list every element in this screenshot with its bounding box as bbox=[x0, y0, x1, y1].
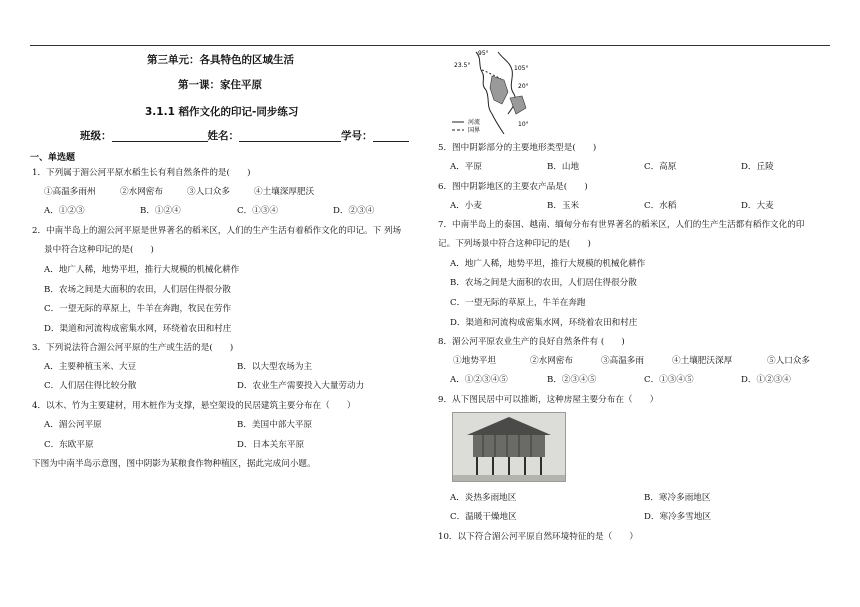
q6-stem: 6．图中阴影地区的主要农产品是( ) bbox=[438, 182, 588, 192]
map-figure bbox=[452, 48, 536, 136]
map-label: 国界 bbox=[468, 127, 481, 134]
q5-option-b[interactable]: B．山地 bbox=[547, 162, 580, 172]
q9-option-b[interactable]: B．寒冷多雨地区 bbox=[644, 493, 711, 503]
q6-option-d[interactable]: D．大麦 bbox=[741, 201, 774, 211]
q9-stem: 9．从下图民居中可以推断，这种房屋主要分布在（ ） bbox=[438, 395, 659, 405]
map-label: 95° bbox=[478, 50, 489, 57]
q8-option-a[interactable]: A．①②③④⑤ bbox=[450, 375, 508, 385]
q6-option-b[interactable]: B．玉米 bbox=[547, 201, 580, 211]
q2-stem: 2．中南半岛上的湄公河平原是世界著名的稻米区，人们的生产生活有着稻作文化的印记。下 列场 bbox=[32, 226, 402, 236]
q5-stem: 5．图中阴影部分的主要地形类型是( ) bbox=[438, 143, 597, 153]
student-info-line bbox=[80, 131, 409, 142]
q7-option-a[interactable]: A．地广人稀，地势平坦，推行大规模的机械化耕作 bbox=[450, 259, 646, 269]
map-label: 河流 bbox=[468, 119, 481, 126]
map-label: 20° bbox=[518, 83, 529, 90]
q6-option-a[interactable]: A．小麦 bbox=[450, 201, 482, 211]
unit-title: 第三单元：各具特色的区域生活 bbox=[147, 54, 294, 66]
q2-option-c[interactable]: C．一望无际的草原上，牛羊在奔跑，牧民在劳作 bbox=[44, 304, 232, 314]
number-label: 学号： bbox=[341, 130, 373, 142]
q9-option-a[interactable]: A．炎热多雨地区 bbox=[450, 493, 517, 503]
q5-option-a[interactable]: A．平原 bbox=[450, 162, 482, 172]
class-label: 班级： bbox=[80, 130, 112, 142]
stilt-house-illustration bbox=[453, 413, 565, 481]
q4-option-a[interactable]: A．湄公河平原 bbox=[44, 420, 102, 430]
map-label: 23.5° bbox=[454, 62, 471, 69]
q2-option-a[interactable]: A．地广人稀，地势平坦，推行大规模的机械化耕作 bbox=[44, 265, 240, 275]
q6-option-c[interactable]: C．水稻 bbox=[644, 201, 677, 211]
q4-option-d[interactable]: D．日本关东平原 bbox=[237, 440, 305, 450]
stilt-house-photo bbox=[452, 412, 566, 482]
q8-item: ④土壤肥沃深厚 bbox=[672, 356, 733, 366]
q1-option-a[interactable]: A．①②③ bbox=[44, 206, 85, 216]
class-blank[interactable] bbox=[112, 131, 208, 142]
q7-stem-cont: 记。下列场景中符合这种印记的是( ) bbox=[438, 239, 591, 249]
q7-stem: 7．中南半岛上的泰国、越南、缅甸分布有世界著名的稻米区，人们的生产生活都有稻作文化的印 bbox=[438, 220, 805, 230]
q1-item: ②水网密布 bbox=[120, 187, 163, 197]
q7-option-d[interactable]: D．渠道和河流构成密集水网，环绕着农田和村庄 bbox=[450, 318, 638, 328]
q3-option-a[interactable]: A．主要种植玉米、大豆 bbox=[44, 362, 137, 372]
q8-option-c[interactable]: C．①③④⑤ bbox=[644, 375, 694, 385]
q1-item: ③人口众多 bbox=[187, 187, 230, 197]
q10-stem: 10．以下符合湄公河平原自然环境特征的是（ ） bbox=[438, 532, 638, 542]
q9-option-c[interactable]: C．温暖干燥地区 bbox=[450, 512, 517, 522]
q2-stem-cont: 景中符合这种印记的是( ) bbox=[44, 245, 154, 255]
q1-item: ④土壤深厚肥沃 bbox=[254, 187, 315, 197]
q8-stem: 8．湄公河平原农业生产的良好自然条件有 ( ) bbox=[438, 337, 625, 347]
q4-option-b[interactable]: B．美国中部大平原 bbox=[237, 420, 313, 430]
q8-option-d[interactable]: D．①②③④ bbox=[741, 375, 791, 385]
number-blank[interactable] bbox=[373, 131, 409, 142]
q3-option-c[interactable]: C．人们居住得比较分散 bbox=[44, 381, 137, 391]
q8-item: ②水网密布 bbox=[530, 356, 573, 366]
map-intro: 下图为中南半岛示意图，图中阴影为某粮食作物种植区，据此完成问小题。 bbox=[32, 459, 316, 469]
q3-option-b[interactable]: B．以大型农场为主 bbox=[237, 362, 313, 372]
q8-item: ③高温多雨 bbox=[601, 356, 644, 366]
q8-option-b[interactable]: B．②③④⑤ bbox=[547, 375, 597, 385]
q4-stem: 4．以木、竹为主要建材，用木桩作为支撑，悬空架设的民居建筑主要分布在（ ） bbox=[32, 401, 356, 411]
q1-stem: 1．下列属于湄公河平原水稻生长有利自然条件的是( ) bbox=[32, 168, 251, 178]
q2-option-d[interactable]: D．渠道和河流构成密集水网，环绕着农田和村庄 bbox=[44, 324, 232, 334]
indochina-map bbox=[452, 48, 536, 136]
header-rule bbox=[30, 45, 830, 46]
q5-option-d[interactable]: D．丘陵 bbox=[741, 162, 774, 172]
q1-option-d[interactable]: D．②③④ bbox=[333, 206, 375, 216]
page-title: 3.1.1 稻作文化的印记-同步练习 bbox=[145, 106, 299, 118]
q9-option-d[interactable]: D．寒冷多雪地区 bbox=[644, 512, 712, 522]
section-heading: 一、单选题 bbox=[30, 153, 76, 163]
q1-option-b[interactable]: B．①②④ bbox=[140, 206, 181, 216]
q7-option-b[interactable]: B．农场之间是大面积的农田，人们居住得很分散 bbox=[450, 278, 637, 288]
rice-shaded-area bbox=[490, 76, 508, 104]
lesson-title: 第一课：家住平原 bbox=[178, 79, 262, 91]
name-blank[interactable] bbox=[239, 131, 341, 142]
map-label: 10° bbox=[518, 121, 529, 128]
q2-option-b[interactable]: B．农场之间是大面积的农田，人们居住得很分散 bbox=[44, 285, 231, 295]
q3-stem: 3．下列说法符合湄公河平原的生产或生活的是( ) bbox=[32, 343, 234, 353]
q8-item: ⑤人口众多 bbox=[767, 356, 810, 366]
q8-item: ①地势平坦 bbox=[453, 356, 496, 366]
q3-option-d[interactable]: D．农业生产需要投入大量劳动力 bbox=[237, 381, 365, 391]
map-label: 105° bbox=[514, 65, 529, 72]
q1-item: ①高温多雨州 bbox=[44, 187, 96, 197]
q7-option-c[interactable]: C．一望无际的草原上，牛羊在奔跑 bbox=[450, 298, 586, 308]
q4-option-c[interactable]: C．东欧平原 bbox=[44, 440, 94, 450]
name-label: 姓名： bbox=[207, 130, 239, 142]
rice-shaded-area bbox=[510, 96, 526, 114]
q1-option-c[interactable]: C．①③④ bbox=[237, 206, 278, 216]
q5-option-c[interactable]: C．高原 bbox=[644, 162, 677, 172]
